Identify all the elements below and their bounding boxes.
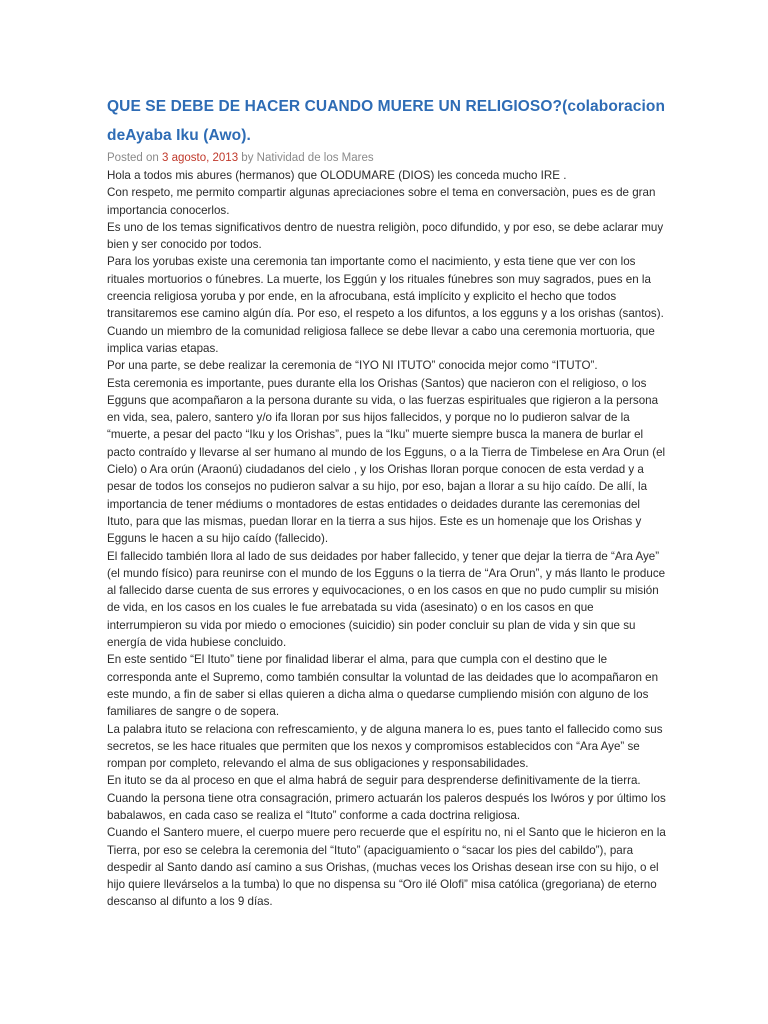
paragraph: El fallecido también llora al lado de sus deidades por haber fallecido, y tener que dejar la tierra de “Ara Aye” (el mundo físico) para reunirse con el mundo de los Egguns o la tierra de “Ara Orun”, y más llanto le produce al fallecido darse cuenta de sus errores y equivocaciones, o en los casos en que no pudo cumplir su misión de vida, en los casos en los cuales le fue arrebatada su vida (asesinato) o en los casos en que interrumpieron su vida por miedo o emociones (suicidio) sin poder concluir su plan de vida y sin que su energía de vida hubiese concluido.	[107, 549, 666, 650]
paragraph: En ituto se da al proceso en que el alma habrá de seguir para desprenderse definitivamente de la tierra.	[107, 774, 641, 788]
paragraph: Cuando la persona tiene otra consagración, primero actuarán los paleros después los Iwóros y por último los babalawos, en cada caso se realiza el “Ituto” conforme a cada doctrina religiosa.	[107, 791, 666, 822]
paragraph: Cuando el Santero muere, el cuerpo muere pero recuerde que el espíritu no, ni el Santo que le hicieron en la Tierra, por eso se celebra la ceremonia del “Ituto” (apaciguamiento o “sacar los pies del cabildo”), para despedir al Santo dando así camino a sus Orishas, (muchas veces los Orishas desean irse con su hijo, o el hijo quiere llevárselos a la tumba) lo que no dispensa su “Oro ilé Olofi” misa católica (gregoriana) de eterno descanso al difunto a los 9 días.	[107, 826, 666, 909]
post-date-link[interactable]: 3 agosto, 2013	[162, 152, 239, 164]
paragraph: La palabra ituto se relaciona con refrescamiento, y de alguna manera lo es, pues tanto el fallecido como sus secretos, se les hace rituales que permiten que los nexos y compromisos establecidos con “Ara Aye” se rompan por completo, relevando el alma de sus obligaciones y responsabilidades.	[107, 722, 663, 771]
paragraph: En este sentido “El Ituto” tiene por finalidad liberar el alma, para que cumpla con el destino que le corresponda ante el Supremo, como también consultar la voluntad de las deidades que lo acompañaron en este mundo, a fin de saber si ellas quieren a dicha alma o quedarse cumpliendo misión con alguno de los familiares de sangre o de sopera.	[107, 653, 659, 719]
post-meta	[107, 150, 667, 167]
by-label: by	[241, 152, 254, 164]
paragraph: Para los yorubas existe una ceremonia tan importante como el nacimiento, y esta tiene que ver con los rituales mortuorios o fúnebres. La muerte, los Eggún y los rituales fúnebres son muy sagrados, pues en la creencia religiosa yoruba y por ende, en la afrocubana, está implícito y explicito el hecho que todos transitaremos ese camino algún día. Por eso, el respeto a los difuntos, a los egguns y a los orishas (santos).	[107, 255, 664, 321]
post-title[interactable]: QUE SE DEBE DE HACER CUANDO MUERE UN RELIGIOSO?(colaboracion deAyaba Iku (Awo).	[107, 98, 666, 144]
paragraph: Esta ceremonia es importante, pues durante ella los Orishas (Santos) que nacieron con el religioso, o los Egguns que acompañaron a la persona durante su vida, o las fuerzas espirituales que rigieron a la persona en vida, sea, palero, santero y/o ifa lloran por sus hijos fallecidos, y porque no lo pudieron salvar de la “muerte, a pesar del pacto “Iku y los Orishas”, pues la “Iku” muerte siempre busca la manera de burlar el pacto contraído y llevarse al ser humano al mundo de los Egguns, o a la Tierra de Timbelese en Ara Orun (el Cielo) o Ara orún (Araonú) ciudadanos del cielo , y los Orishas lloran porque conocen de esta verdad y a pesar de todos los consejos no pudieron salvar a su hijo, por eso, bajan a llorar a su hijo caído. De allí, la importancia de tener médiums o montadores de estas entidades o deidades durante las ceremonias del Ituto, para que las mismas, puedan llorar en la tierra a sus hijos. Este es un homenaje que los Orishas y Egguns le hacen a su hijo caído (fallecido).	[107, 376, 666, 546]
paragraph: Hola a todos mis abures (hermanos) que OLODUMARE (DIOS) les conceda mucho IRE .	[107, 169, 567, 182]
post-author: Natividad de los Mares	[256, 152, 374, 164]
paragraph: Cuando un miembro de la comunidad religiosa fallece se debe llevar a cabo una ceremonia mortuoria, que implica varias etapas.	[107, 324, 655, 355]
post-body	[107, 167, 667, 911]
paragraph: Por una parte, se debe realizar la ceremonia de “IYO NI ITUTO” conocida mejor como “ITUTO”.	[107, 359, 598, 373]
paragraph: Con respeto, me permito compartir algunas apreciaciones sobre el tema en conversaciòn, pues es de gran importancia conocerlos.	[107, 186, 656, 217]
paragraph: Es uno de los temas significativos dentro de nuestra religiòn, poco difundido, y por eso, se debe aclarar muy bien y ser conocido por todos.	[107, 220, 664, 252]
posted-on-label: Posted on	[107, 152, 159, 164]
article	[107, 92, 667, 911]
